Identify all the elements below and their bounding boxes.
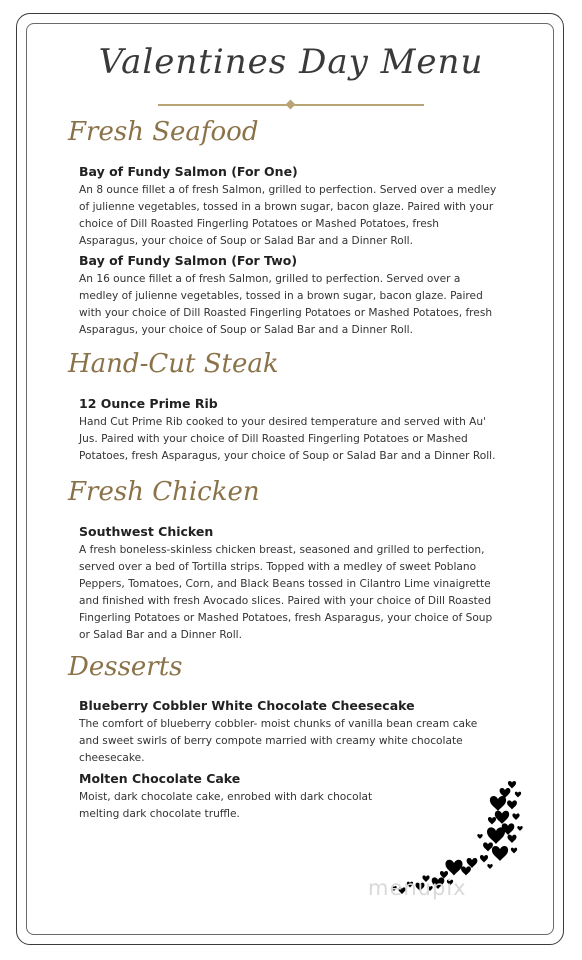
heart-icon: [517, 826, 522, 831]
menu-title: Valentines Day Menu: [98, 42, 484, 82]
item-name: Molten Chocolate Cake: [79, 771, 241, 786]
heart-icon: [487, 827, 505, 844]
menu-item-salmon-two: [79, 252, 499, 339]
heart-icon: [515, 792, 521, 798]
item-description: Hand Cut Prime Rib cooked to your desired temperature and served with Au' Jus. Paired with your choice of Dill Roasted Fingerling Potatoes or Mashed Potatoes, fresh Asparagus, your choice of Soup or Salad Bar and a Dinner Roll.: [79, 416, 496, 462]
watermark: menupix: [368, 876, 467, 900]
item-description: Moist, dark chocolate cake, enrobed with dark chocolat melting dark chocolate truffle.: [79, 791, 373, 820]
menu-item-molten-cake: [79, 770, 384, 823]
menu-item-prime-rib: [79, 395, 499, 465]
heart-icon: [512, 813, 519, 820]
menu-item-cheesecake: [79, 697, 499, 767]
item-description: An 16 ounce fillet a of fresh Salmon, grilled to perfection. Served over a medley of julienne vegetables, tossed in a brown sugar, bacon glaze. Paired with your choice of Dill Roasted Fingerling Potatoes or Mashed Potatoes, fresh Asparagus, your choice of Soup or Salad Bar and a Dinner Roll.: [79, 273, 493, 336]
heart-icon: [511, 848, 517, 854]
item-name: Bay of Fundy Salmon (For Two): [79, 253, 298, 268]
item-description: The comfort of blueberry cobbler- moist chunks of vanilla bean cream cake and sweet swirls of berry compote married with creamy white chocolate cheesecake.: [79, 718, 478, 764]
heart-icon: [508, 781, 516, 788]
heart-icon: [495, 811, 509, 824]
heart-icon: [461, 866, 471, 875]
section-title-chicken: Fresh Chicken: [68, 477, 260, 507]
section-title-desserts: Desserts: [68, 652, 183, 682]
item-description: An 8 ounce fillet a of fresh Salmon, grilled to perfection. Served over a medley of julienne vegetables, tossed in a brown sugar, bacon glaze. Paired with your choice of Dill Roasted Fingerling Potatoes or Mashed Potatoes, fresh Asparagus, your choice of Soup or Salad Bar and a Dinner Roll.: [79, 184, 497, 247]
section-title-seafood: Fresh Seafood: [68, 117, 259, 147]
item-description: A fresh boneless-skinless chicken breast, seasoned and grilled to perfection, served over a bed of Tortilla strips. Topped with a medley of sweet Poblano Peppers, Tomatoes, Corn, and Black Beans tossed in Cilantro Lime vinaigrette and finished with fresh Avocado slices. Paired with your choice of Dill Roasted Fingerling Potatoes or Mashed Potatoes, fresh Asparagus, your choice of Soup or Salad Bar and a Dinner Roll.: [79, 544, 493, 641]
section-title-steak: Hand-Cut Steak: [68, 349, 279, 379]
menu-item-southwest-chicken: [79, 523, 499, 643]
heart-icon: [508, 835, 517, 843]
heart-icon: [490, 796, 506, 811]
heart-icon: [507, 800, 517, 809]
item-name: Blueberry Cobbler White Chocolate Cheesecake: [79, 698, 415, 713]
heart-icon: [488, 817, 496, 824]
item-name: Southwest Chicken: [79, 524, 214, 539]
heart-icon: [480, 855, 488, 862]
heart-icon: [487, 864, 492, 869]
menu-item-salmon-one: [79, 163, 499, 250]
item-name: Bay of Fundy Salmon (For One): [79, 164, 298, 179]
item-name: 12 Ounce Prime Rib: [79, 396, 218, 411]
heart-icon: [483, 842, 493, 851]
heart-icon: [492, 846, 508, 861]
heart-icon: [477, 834, 482, 839]
